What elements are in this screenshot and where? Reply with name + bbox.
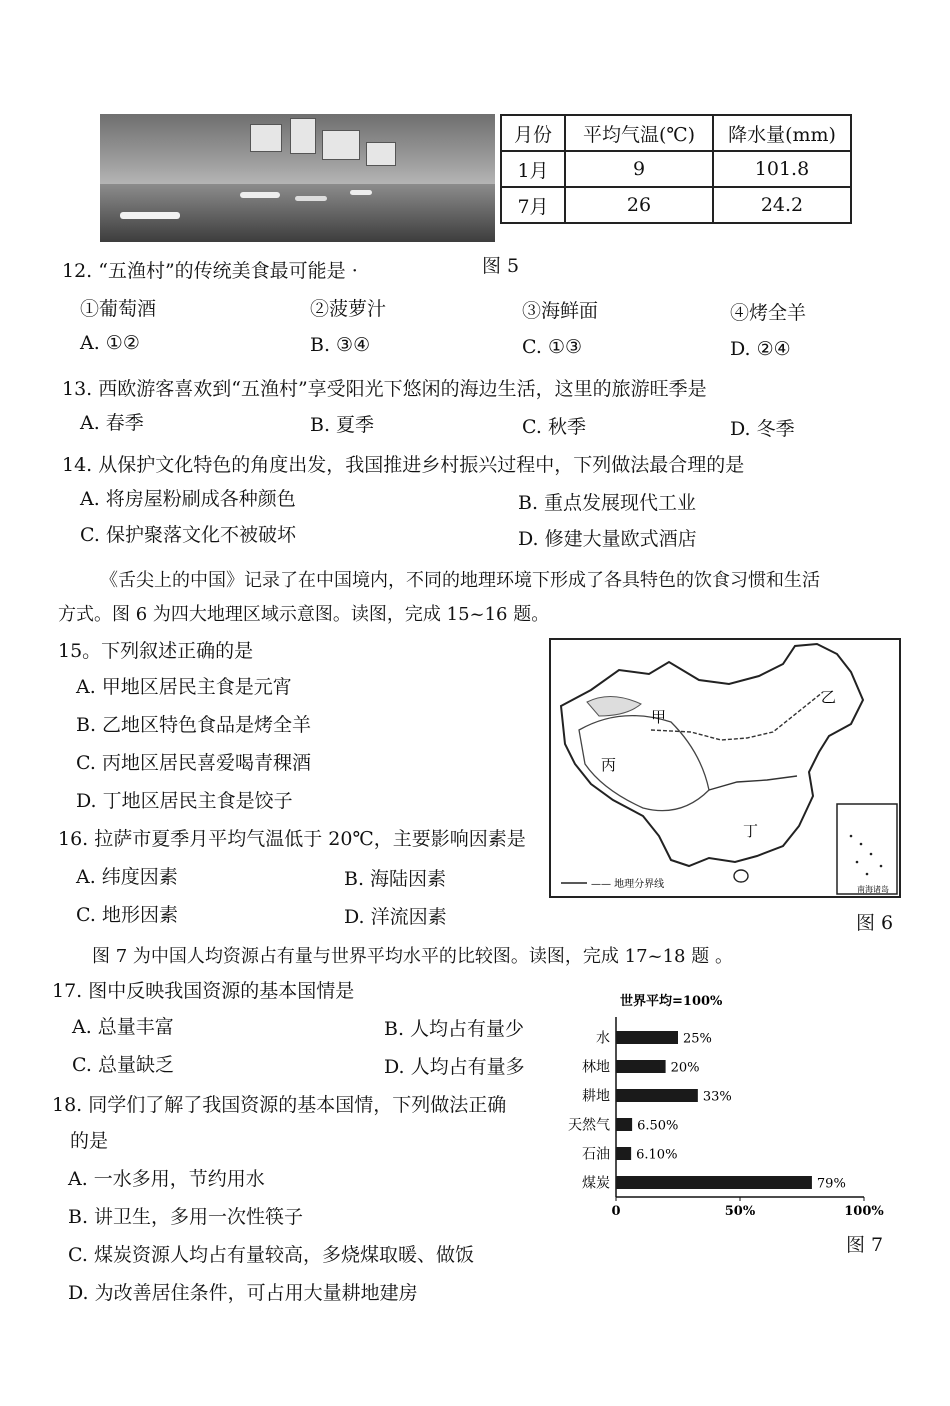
q16-option-b: B. 海陆因素 [344, 868, 447, 890]
legend-text: —— 地理分界线 [591, 879, 665, 890]
china-regions-map [549, 638, 901, 898]
q12-option-a: A. ①② [80, 332, 140, 354]
q13-option-c: C. 秋季 [522, 416, 586, 438]
category-label: 水 [596, 1030, 610, 1047]
q14-option-c: C. 保护聚落文化不被破坏 [80, 524, 296, 546]
q12-item-3: ③海鲜面 [522, 300, 599, 322]
q14-option-b: B. 重点发展现代工业 [518, 492, 697, 514]
x-tick-label: 0 [611, 1204, 621, 1219]
south-china-sea-inset [837, 804, 897, 894]
q18-option-c: C. 煤炭资源人均占有量较高，多烧煤取暖、做饭 [68, 1244, 474, 1266]
q17-option-a: A. 总量丰富 [72, 1016, 174, 1038]
category-label: 石油 [582, 1146, 610, 1163]
value-label: 20% [670, 1060, 700, 1076]
china-border [561, 644, 863, 866]
category-label: 林地 [582, 1059, 610, 1076]
question-15-stem: 15。下列叙述正确的是 [58, 640, 254, 662]
q15-option-d: D. 丁地区居民主食是饺子 [76, 790, 293, 812]
question-16-stem: 16. 拉萨市夏季月平均气温低于 20℃，主要影响因素是 [58, 828, 526, 850]
table-cell: 26 [565, 187, 713, 223]
value-label: 25% [683, 1031, 712, 1047]
q15-option-b: B. 乙地区特色食品是烤全羊 [76, 714, 312, 736]
q14-option-d: D. 修建大量欧式酒店 [518, 528, 697, 550]
northwest-boundary [651, 692, 823, 740]
table-cell: 101.8 [713, 151, 851, 187]
x-tick-label: 50% [724, 1204, 756, 1219]
china-map-outline [551, 640, 899, 896]
chart-title: 世界平均=100% [620, 994, 723, 1009]
category-label: 耕地 [582, 1088, 610, 1105]
q12-option-d: D. ②④ [730, 338, 791, 360]
q15-option-c: C. 丙地区居民喜爱喝青稞酒 [76, 752, 311, 774]
q12-item-2: ②菠萝汁 [310, 298, 387, 320]
q17-option-c: C. 总量缺乏 [72, 1054, 174, 1076]
q13-option-a: A. 春季 [80, 412, 144, 434]
region-label-ding: 丁 [743, 822, 759, 840]
resource-bar-chart [560, 985, 890, 1225]
q16-option-a: A. 纬度因素 [76, 866, 178, 888]
question-14-stem: 14. 从保护文化特色的角度出发，我国推进乡村振兴过程中，下列做法最合理的是 [62, 454, 745, 476]
question-18-stem-line1: 18. 同学们了解了我国资源的基本国情，下列做法正确 [52, 1094, 507, 1116]
q18-option-d: D. 为改善居住条件，可占用大量耕地建房 [68, 1282, 418, 1304]
q12-item-1: ①葡萄酒 [80, 298, 157, 320]
resource-chart [560, 985, 890, 1225]
question-18-stem-line2: 的是 [70, 1130, 109, 1152]
question-17-stem: 17. 图中反映我国资源的基本国情是 [52, 980, 355, 1002]
category-label: 煤炭 [582, 1175, 610, 1192]
hainan-island [734, 870, 748, 882]
value-label: 33% [702, 1089, 732, 1105]
q12-option-c: C. ①③ [522, 336, 583, 358]
category-label: 天然气 [568, 1117, 610, 1134]
inset-label: 南海诸岛 [857, 885, 889, 894]
q18-option-a: A. 一水多用，节约用水 [68, 1168, 265, 1190]
intro-17: 图 7 为中国人均资源占有量与世界平均水平的比较图。读图，完成 17~18 题 。 [92, 946, 733, 967]
tarim-basin [587, 696, 641, 716]
table-header: 降水量(mm) [713, 115, 851, 151]
q16-option-d: D. 洋流因素 [344, 906, 447, 928]
bar [616, 1118, 632, 1131]
table-header: 平均气温(℃) [565, 115, 713, 151]
fig7-caption: 图 7 [846, 1234, 884, 1256]
q16-option-c: C. 地形因素 [76, 904, 178, 926]
qinghai-tibet-boundary [579, 716, 709, 811]
bar [616, 1060, 666, 1073]
question-12-stem: 12. “五渔村”的传统美食最可能是 · [62, 260, 358, 282]
table-cell: 9 [565, 151, 713, 187]
fig5-caption: 图 5 [482, 255, 520, 277]
fishing-village-photo [100, 114, 495, 242]
region-label-jia: 甲 [651, 708, 667, 726]
bar [616, 1089, 698, 1102]
value-label: 79% [816, 1176, 846, 1192]
x-tick-label: 100% [844, 1204, 884, 1219]
table-cell: 24.2 [713, 187, 851, 223]
question-13-stem: 13. 西欧游客喜欢到“五渔村”享受阳光下悠闲的海边生活，这里的旅游旺季是 [62, 378, 707, 400]
table-cell: 1月 [501, 151, 565, 187]
fig6-caption: 图 6 [856, 912, 894, 934]
region-label-bing: 丙 [601, 756, 617, 774]
q14-option-a: A. 将房屋粉刷成各种颜色 [80, 488, 296, 510]
intro-15-line2: 方式。图 6 为四大地理区域示意图。读图，完成 15~16 题。 [58, 604, 550, 625]
value-label: 6.10% [636, 1147, 678, 1163]
q18-option-b: B. 讲卫生，多用一次性筷子 [68, 1206, 304, 1228]
q15-option-a: A. 甲地区居民主食是元宵 [76, 676, 292, 698]
table-header: 月份 [501, 115, 565, 151]
q12-item-4: ④烤全羊 [730, 302, 807, 324]
q17-option-d: D. 人均占有量多 [384, 1056, 525, 1078]
climate-table [500, 114, 852, 224]
value-label: 6.50% [637, 1118, 679, 1134]
bar [616, 1147, 631, 1160]
q13-option-b: B. 夏季 [310, 414, 375, 436]
table-cell: 7月 [501, 187, 565, 223]
qinling-huaihe-line [709, 776, 797, 790]
q13-option-d: D. 冬季 [730, 418, 795, 440]
q12-option-b: B. ③④ [310, 334, 371, 356]
intro-15-line1: 《舌尖上的中国》记录了在中国境内，不同的地理环境下形成了各具特色的饮食习惯和生活 [100, 570, 820, 591]
q17-option-b: B. 人均占有量少 [384, 1018, 525, 1040]
region-label-yi: 乙 [821, 688, 837, 706]
bar [616, 1031, 678, 1044]
bar [616, 1176, 812, 1189]
